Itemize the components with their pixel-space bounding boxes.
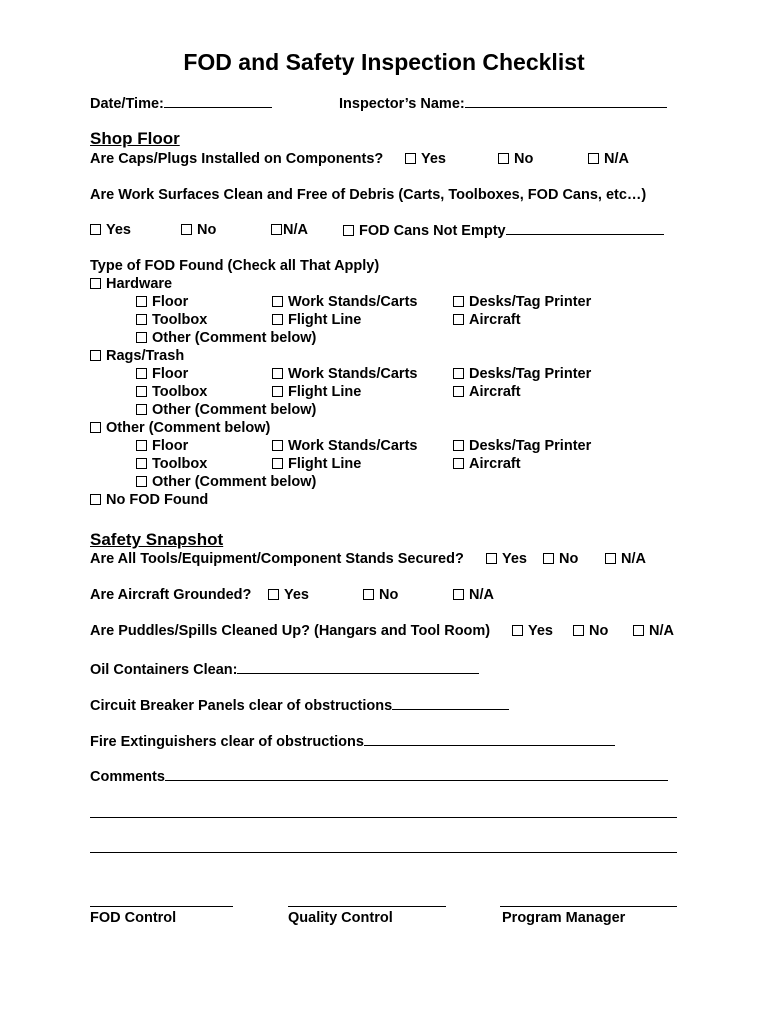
checkbox-icon[interactable] — [268, 589, 279, 600]
checkbox-icon[interactable] — [136, 296, 147, 307]
checkbox-icon[interactable] — [343, 225, 354, 236]
checkbox-icon[interactable] — [136, 476, 147, 487]
aircraft-grounded-question: Are Aircraft Grounded? — [90, 587, 252, 603]
checkbox-icon[interactable] — [605, 553, 616, 564]
program-manager-signature-line[interactable] — [500, 906, 677, 907]
circuit-breaker-line[interactable] — [392, 696, 509, 710]
fire-extinguisher-field[interactable] — [90, 732, 615, 751]
no-fod-label: No FOD Found — [106, 492, 209, 508]
rags-flight-line[interactable] — [272, 383, 361, 401]
checkbox-icon[interactable] — [272, 368, 283, 379]
checkbox-icon[interactable] — [181, 224, 192, 235]
hardware-other[interactable] — [136, 329, 316, 347]
inspector-name-line[interactable] — [465, 94, 667, 108]
location-label: Work Stands/Carts — [288, 438, 418, 454]
location-label: Flight Line — [288, 384, 362, 400]
option-label: N/A — [469, 587, 494, 603]
inspector-name-label: Inspector’s Name: — [339, 96, 465, 112]
option-label: N/A — [283, 222, 308, 238]
checkbox-icon[interactable] — [453, 368, 464, 379]
rags-floor[interactable] — [136, 365, 188, 383]
location-label: Other (Comment below) — [152, 330, 317, 346]
checkbox-icon[interactable] — [272, 314, 283, 325]
circuit-breaker-label: Circuit Breaker Panels clear of obstructions — [90, 698, 393, 714]
work-surfaces-question: Are Work Surfaces Clean and Free of Debris (Carts, Toolboxes, FOD Cans, etc…) — [90, 187, 647, 203]
checkbox-icon[interactable] — [136, 314, 147, 325]
fod-cans-option[interactable] — [343, 221, 664, 240]
location-label: Toolbox — [152, 384, 208, 400]
checkbox-icon[interactable] — [90, 350, 101, 361]
hardware-aircraft[interactable] — [453, 311, 521, 329]
location-label: Toolbox — [152, 456, 208, 472]
option-label: No — [197, 222, 217, 238]
location-label: Toolbox — [152, 312, 208, 328]
fod-type-label: Type of FOD Found (Check all That Apply) — [90, 258, 380, 274]
checkbox-icon[interactable] — [136, 458, 147, 469]
other-desks[interactable] — [453, 437, 591, 455]
checkbox-icon[interactable] — [453, 296, 464, 307]
location-label: Flight Line — [288, 456, 362, 472]
checkbox-icon[interactable] — [272, 386, 283, 397]
comments-line[interactable] — [165, 767, 668, 781]
hardware-floor[interactable] — [136, 293, 188, 311]
other-flight-line[interactable] — [272, 455, 361, 473]
rags-aircraft[interactable] — [453, 383, 521, 401]
caps-na-option[interactable] — [588, 150, 629, 168]
option-label: No — [514, 151, 534, 167]
location-label: Work Stands/Carts — [288, 294, 418, 310]
date-time-line[interactable] — [164, 94, 272, 108]
category-hardware[interactable] — [90, 275, 172, 293]
checkbox-icon[interactable] — [486, 553, 497, 564]
tools-na-option[interactable] — [605, 550, 646, 568]
hardware-toolbox[interactable] — [136, 311, 207, 329]
fod-control-label: FOD Control — [90, 910, 177, 926]
caps-no-option[interactable] — [498, 150, 533, 168]
checkbox-icon[interactable] — [272, 296, 283, 307]
no-fod-found[interactable] — [90, 491, 208, 509]
puddles-yes-option[interactable] — [512, 622, 553, 640]
safety-snapshot-heading: Safety Snapshot — [90, 530, 224, 549]
location-label: Flight Line — [288, 312, 362, 328]
checkbox-icon[interactable] — [90, 278, 101, 289]
checkbox-icon[interactable] — [573, 625, 584, 636]
surfaces-yes-option[interactable] — [90, 221, 131, 239]
grounded-yes-option[interactable] — [268, 586, 309, 604]
comments-label: Comments — [90, 769, 165, 785]
category-rags-trash[interactable] — [90, 347, 184, 365]
checkbox-icon[interactable] — [512, 625, 523, 636]
surfaces-no-option[interactable] — [181, 221, 216, 239]
checkbox-icon[interactable] — [271, 224, 282, 235]
other-other[interactable] — [136, 473, 316, 491]
category-label: Rags/Trash — [106, 348, 185, 364]
location-label: Aircraft — [469, 384, 521, 400]
option-label: Yes — [528, 623, 553, 639]
fod-control-signature-line[interactable] — [90, 906, 233, 907]
checkbox-icon[interactable] — [90, 422, 101, 433]
shop-floor-heading: Shop Floor — [90, 129, 180, 148]
checkbox-icon[interactable] — [453, 589, 464, 600]
checkbox-icon[interactable] — [453, 458, 464, 469]
oil-containers-field[interactable] — [90, 660, 479, 679]
checkbox-icon[interactable] — [136, 386, 147, 397]
option-label: N/A — [604, 151, 629, 167]
category-label: Other (Comment below) — [106, 420, 271, 436]
checkbox-icon[interactable] — [405, 153, 416, 164]
checkbox-icon[interactable] — [633, 625, 644, 636]
other-work-stands[interactable] — [272, 437, 417, 455]
checkbox-icon[interactable] — [453, 314, 464, 325]
caps-yes-option[interactable] — [405, 150, 446, 168]
program-manager-label: Program Manager — [502, 910, 626, 926]
page-title: FOD and Safety Inspection Checklist — [183, 49, 585, 75]
location-label: Desks/Tag Printer — [469, 438, 592, 454]
grounded-na-option[interactable] — [453, 586, 494, 604]
category-other[interactable] — [90, 419, 270, 437]
hardware-desks[interactable] — [453, 293, 591, 311]
puddles-na-option[interactable] — [633, 622, 674, 640]
inspector-name-field[interactable] — [339, 94, 667, 113]
option-label: Yes — [502, 551, 527, 567]
fod-cans-label: FOD Cans Not Empty — [359, 223, 506, 239]
option-label: No — [589, 623, 609, 639]
checkbox-icon[interactable] — [453, 440, 464, 451]
tools-no-option[interactable] — [543, 550, 578, 568]
location-label: Floor — [152, 366, 189, 382]
quality-control-label: Quality Control — [288, 910, 393, 926]
rags-work-stands[interactable] — [272, 365, 417, 383]
option-label: N/A — [621, 551, 646, 567]
option-label: Yes — [421, 151, 446, 167]
date-time-field[interactable] — [90, 94, 272, 113]
checkbox-icon[interactable] — [90, 494, 101, 505]
option-label: N/A — [649, 623, 674, 639]
hardware-flight-line[interactable] — [272, 311, 361, 329]
location-label: Desks/Tag Printer — [469, 366, 592, 382]
rags-other[interactable] — [136, 401, 316, 419]
checkbox-icon[interactable] — [136, 404, 147, 415]
oil-containers-line[interactable] — [237, 660, 479, 674]
checkbox-icon[interactable] — [453, 386, 464, 397]
fod-cans-line[interactable] — [506, 221, 664, 235]
oil-containers-label: Oil Containers Clean: — [90, 662, 238, 678]
fire-extinguisher-label: Fire Extinguishers clear of obstructions — [90, 734, 364, 750]
category-label: Hardware — [106, 276, 173, 292]
fire-extinguisher-line[interactable] — [364, 732, 615, 746]
checkbox-icon[interactable] — [498, 153, 509, 164]
tools-secured-question: Are All Tools/Equipment/Component Stands Secured? — [90, 551, 464, 567]
location-label: Desks/Tag Printer — [469, 294, 592, 310]
location-label: Floor — [152, 438, 189, 454]
option-label: No — [559, 551, 579, 567]
checkbox-icon[interactable] — [272, 458, 283, 469]
surfaces-na-option[interactable] — [271, 221, 308, 239]
checkbox-icon[interactable] — [588, 153, 599, 164]
option-label: No — [379, 587, 399, 603]
comments-field[interactable] — [90, 767, 668, 786]
checkbox-icon[interactable] — [90, 224, 101, 235]
date-time-label: Date/Time: — [90, 96, 164, 112]
option-label: Yes — [284, 587, 309, 603]
grounded-no-option[interactable] — [363, 586, 398, 604]
checkbox-icon[interactable] — [543, 553, 554, 564]
location-label: Work Stands/Carts — [288, 366, 418, 382]
comments-line-3[interactable] — [90, 852, 677, 853]
checkbox-icon[interactable] — [136, 368, 147, 379]
checkbox-icon[interactable] — [272, 440, 283, 451]
other-floor[interactable] — [136, 437, 188, 455]
other-aircraft[interactable] — [453, 455, 521, 473]
checkbox-icon[interactable] — [136, 440, 147, 451]
caps-plugs-question: Are Caps/Plugs Installed on Components? — [90, 151, 384, 167]
hardware-work-stands[interactable] — [272, 293, 417, 311]
location-label: Other (Comment below) — [152, 474, 317, 490]
comments-line-2[interactable] — [90, 817, 677, 818]
tools-yes-option[interactable] — [486, 550, 527, 568]
circuit-breaker-field[interactable] — [90, 696, 509, 715]
option-label: Yes — [106, 222, 131, 238]
location-label: Other (Comment below) — [152, 402, 317, 418]
checkbox-icon[interactable] — [363, 589, 374, 600]
rags-desks[interactable] — [453, 365, 591, 383]
other-toolbox[interactable] — [136, 455, 207, 473]
rags-toolbox[interactable] — [136, 383, 207, 401]
location-label: Aircraft — [469, 312, 521, 328]
quality-control-signature-line[interactable] — [288, 906, 446, 907]
puddles-question: Are Puddles/Spills Cleaned Up? (Hangars and Tool Room) — [90, 623, 491, 639]
puddles-no-option[interactable] — [573, 622, 608, 640]
location-label: Aircraft — [469, 456, 521, 472]
checkbox-icon[interactable] — [136, 332, 147, 343]
location-label: Floor — [152, 294, 189, 310]
